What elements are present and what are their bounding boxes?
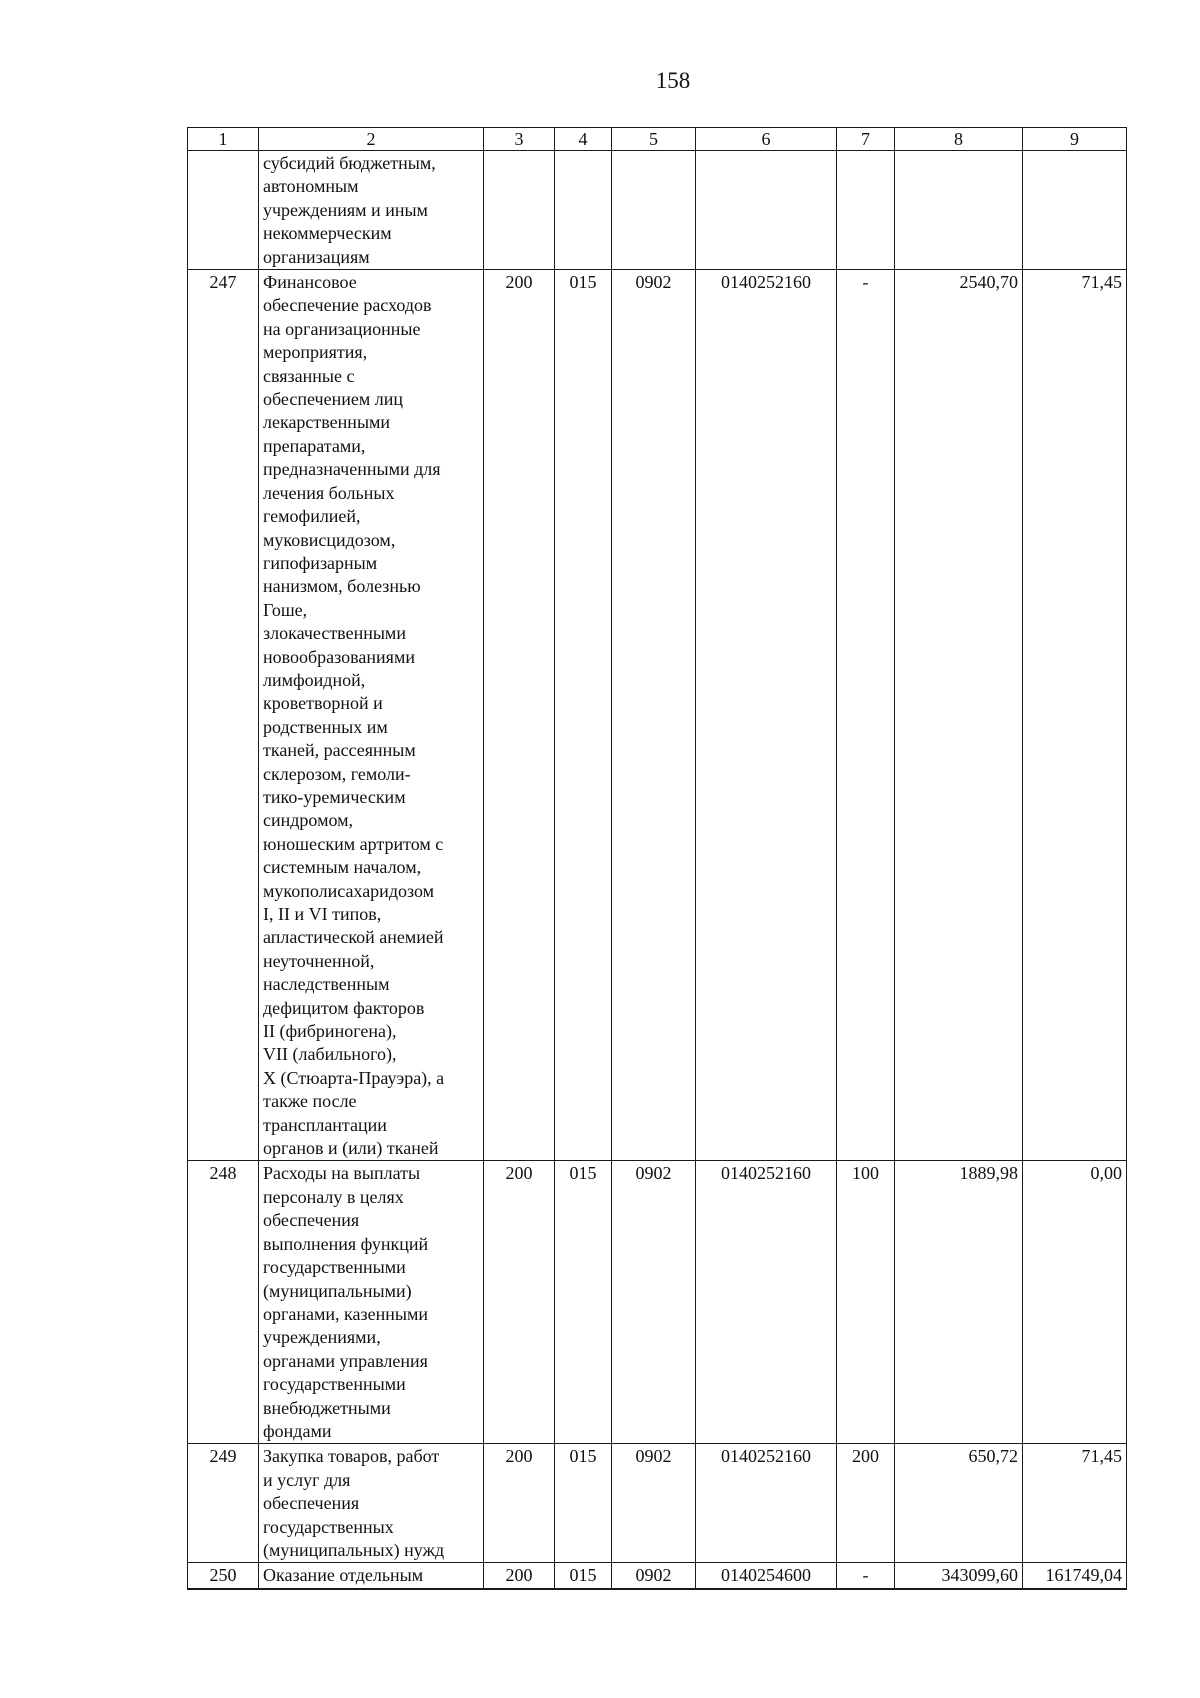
header-cell: 9 <box>1023 128 1127 151</box>
row-name: Финансовое обеспечение расходов на организационные мероприятия, связанные с обеспечением лиц лекарственными препаратами, предназначенными для лечения больных гемофилией, муковисцидозом, гипофизарным нанизмом, болезнью Гоше, злокачественными новообразованиями лимфоидной, кроветворной и родственных им тканей, рассеянным склерозом, гемоли- тико-уремическим синдромом, юношеским артритом с системным началом, мукополисахаридозом I, II и VI типов, апластической анемией неуточненной, наследственным дефицитом факторов II (фибриногена), VII (лабильного), X (Стюарта-Прауэра), а также после трансплантации органов и (или) тканей <box>259 270 484 1161</box>
cell-col5: 0902 <box>612 1161 696 1444</box>
cell-col3: 200 <box>484 270 555 1161</box>
cell-col4: 015 <box>555 1161 612 1444</box>
row-name: Расходы на выплаты персоналу в целях обеспечения выполнения функций государственными (муниципальными) органами, казенными учреждениями, органами управления государственными внебюджетными фондами <box>259 1161 484 1444</box>
row-name: Оказание отдельным <box>259 1563 484 1589</box>
cell-col6: 0140252160 <box>696 1444 837 1563</box>
row-name: Закупка товаров, работ и услуг для обеспечения государственных (муниципальных) нужд <box>259 1444 484 1563</box>
table-row <box>188 270 1127 1161</box>
cell-col4: 015 <box>555 270 612 1161</box>
cell-col6: 0140252160 <box>696 270 837 1161</box>
table-row <box>188 1444 1127 1563</box>
header-row <box>188 128 1127 151</box>
table-row <box>188 1161 1127 1444</box>
header-cell: 5 <box>612 128 696 151</box>
cell-col5: 0902 <box>612 1563 696 1589</box>
cell-col8: 2540,70 <box>895 270 1023 1161</box>
cell-col7 <box>837 151 895 270</box>
cell-col9 <box>1023 151 1127 270</box>
row-number: 249 <box>188 1444 259 1563</box>
header-cell: 7 <box>837 128 895 151</box>
cell-col9: 161749,04 <box>1023 1563 1127 1589</box>
cell-col9: 71,45 <box>1023 270 1127 1161</box>
cell-col3: 200 <box>484 1444 555 1563</box>
budget-table <box>187 127 1127 1590</box>
header-cell: 6 <box>696 128 837 151</box>
table-row <box>188 1563 1127 1589</box>
cell-col9: 0,00 <box>1023 1161 1127 1444</box>
row-number: 250 <box>188 1563 259 1589</box>
cell-col8: 343099,60 <box>895 1563 1023 1589</box>
table-row <box>188 151 1127 270</box>
cell-col4 <box>555 151 612 270</box>
header-cell: 1 <box>188 128 259 151</box>
cell-col4: 015 <box>555 1563 612 1589</box>
cell-col6 <box>696 151 837 270</box>
cell-col4: 015 <box>555 1444 612 1563</box>
header-cell: 8 <box>895 128 1023 151</box>
row-number: 247 <box>188 270 259 1161</box>
cell-col3: 200 <box>484 1563 555 1589</box>
cell-col7: 200 <box>837 1444 895 1563</box>
page-number: 158 <box>655 68 691 93</box>
header-cell: 3 <box>484 128 555 151</box>
row-name: субсидий бюджетным, автономным учреждениям и иным некоммерческим организациям <box>259 151 484 270</box>
cell-col7: - <box>837 1563 895 1589</box>
cell-col7: - <box>837 270 895 1161</box>
cell-col5: 0902 <box>612 270 696 1161</box>
cell-col3 <box>484 151 555 270</box>
cell-col6: 0140254600 <box>696 1563 837 1589</box>
header-cell: 2 <box>259 128 484 151</box>
cell-col8: 650,72 <box>895 1444 1023 1563</box>
cell-col9: 71,45 <box>1023 1444 1127 1563</box>
cell-col5 <box>612 151 696 270</box>
cell-col8 <box>895 151 1023 270</box>
cell-col3: 200 <box>484 1161 555 1444</box>
cell-col8: 1889,98 <box>895 1161 1023 1444</box>
cell-col7: 100 <box>837 1161 895 1444</box>
cell-col6: 0140252160 <box>696 1161 837 1444</box>
row-number: 248 <box>188 1161 259 1444</box>
cell-col5: 0902 <box>612 1444 696 1563</box>
header-cell: 4 <box>555 128 612 151</box>
row-number <box>188 151 259 270</box>
